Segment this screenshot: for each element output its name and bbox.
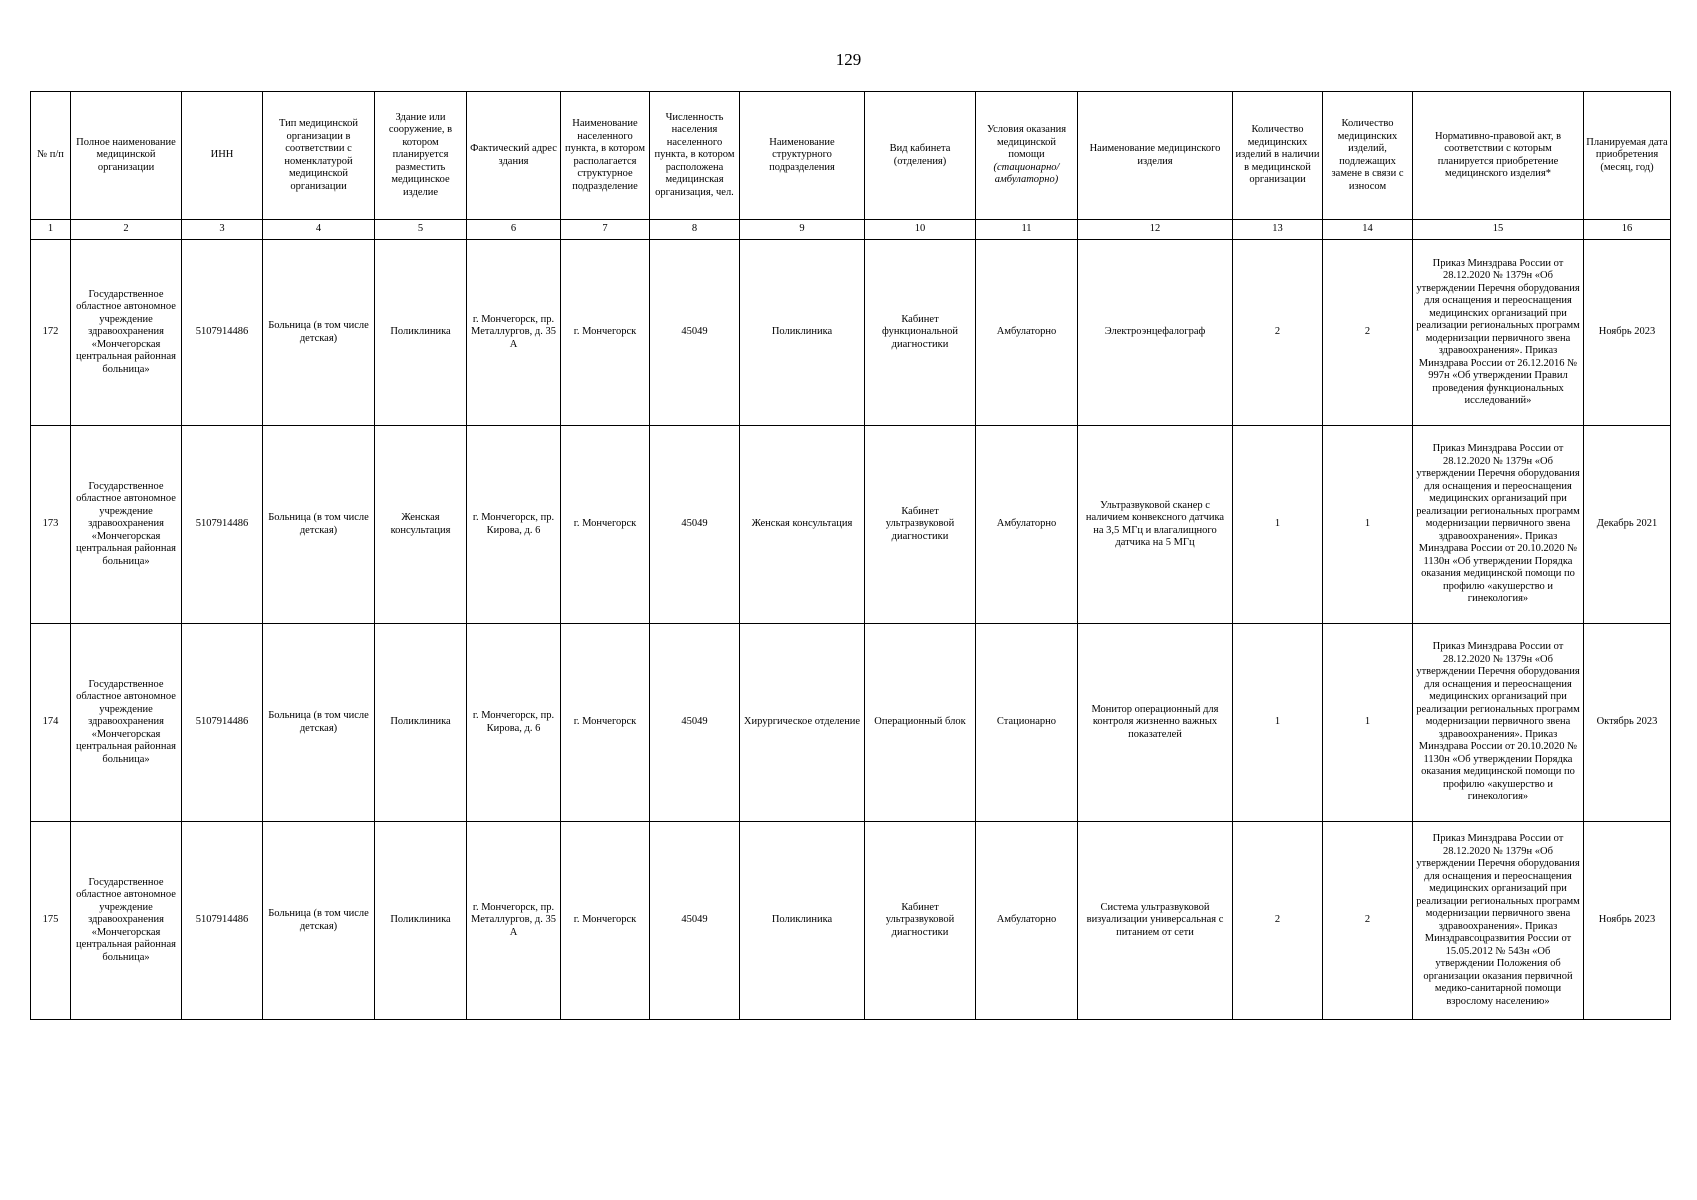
cell-conditions: Стационарно xyxy=(976,624,1078,822)
cell-address: г. Мончегорск, пр. Кирова, д. 6 xyxy=(467,426,561,624)
column-number: 10 xyxy=(865,220,976,240)
cell-device: Электроэнцефалограф xyxy=(1078,240,1233,426)
cell-qty-replace: 2 xyxy=(1323,822,1413,1020)
header-date: Планируемая дата приобретения (месяц, год) xyxy=(1584,92,1671,220)
cell-device: Ультразвуковой сканер с наличием конвексного датчика на 3,5 МГц и влагалищного датчика на 5 МГц xyxy=(1078,426,1233,624)
cell-number: 174 xyxy=(31,624,71,822)
column-number: 7 xyxy=(561,220,650,240)
cell-qty-available: 1 xyxy=(1233,624,1323,822)
cell-number: 172 xyxy=(31,240,71,426)
header-org-type: Тип медицинской организации в соответствии с номенклатурой медицинской организации xyxy=(263,92,375,220)
column-number: 3 xyxy=(182,220,263,240)
medical-equipment-table xyxy=(30,91,1671,1020)
column-number: 9 xyxy=(740,220,865,240)
column-number: 1 xyxy=(31,220,71,240)
column-number: 2 xyxy=(71,220,182,240)
cell-building: Поликлиника xyxy=(375,822,467,1020)
cell-org-type: Больница (в том числе детская) xyxy=(263,822,375,1020)
cell-inn: 5107914486 xyxy=(182,624,263,822)
header-legal-act: Нормативно-правовой акт, в соответствии с которым планируется приобретение медицинского изделия* xyxy=(1413,92,1584,220)
header-conditions xyxy=(976,92,1078,220)
header-number: № п/п xyxy=(31,92,71,220)
cell-qty-replace: 1 xyxy=(1323,426,1413,624)
column-number: 6 xyxy=(467,220,561,240)
cell-device: Монитор операционный для контроля жизненно важных показателей xyxy=(1078,624,1233,822)
cell-org-type: Больница (в том числе детская) xyxy=(263,426,375,624)
cell-cabinet: Операционный блок xyxy=(865,624,976,822)
page-number: 129 xyxy=(835,50,862,69)
cell-population: 45049 xyxy=(650,624,740,822)
cell-device: Система ультразвуковой визуализации универсальная с питанием от сети xyxy=(1078,822,1233,1020)
header-population: Численность населения населенного пункта, в котором расположена медицинская организация, чел. xyxy=(650,92,740,220)
table-row xyxy=(31,426,1671,624)
cell-org-name: Государственное областное автономное учреждение здравоохранения «Мончегорская центральная районная больница» xyxy=(71,822,182,1020)
cell-date: Октябрь 2023 xyxy=(1584,624,1671,822)
cell-qty-replace: 1 xyxy=(1323,624,1413,822)
cell-inn: 5107914486 xyxy=(182,240,263,426)
cell-legal-act: Приказ Минздрава России от 28.12.2020 № 1379н «Об утверждении Перечня оборудования для оснащения и переоснащения медицинских организаций при реализации региональных программ модернизации первичного звена здравоохранения». Приказ Минздрава России от 26.12.2016 № 997н «Об утверждении Правил проведения функциональных исследований» xyxy=(1413,240,1584,426)
column-number: 11 xyxy=(976,220,1078,240)
cell-division: Поликлиника xyxy=(740,822,865,1020)
header-org-name: Полное наименование медицинской организации xyxy=(71,92,182,220)
cell-number: 173 xyxy=(31,426,71,624)
cell-address: г. Мончегорск, пр. Металлургов, д. 35 А xyxy=(467,240,561,426)
table-row xyxy=(31,624,1671,822)
column-number: 13 xyxy=(1233,220,1323,240)
header-device: Наименование медицинского изделия xyxy=(1078,92,1233,220)
cell-division: Хирургическое отделение xyxy=(740,624,865,822)
cell-locality: г. Мончегорск xyxy=(561,822,650,1020)
cell-inn: 5107914486 xyxy=(182,822,263,1020)
column-number: 12 xyxy=(1078,220,1233,240)
cell-date: Ноябрь 2023 xyxy=(1584,822,1671,1020)
header-conditions-note: (стационарно/ амбулаторно) xyxy=(993,161,1060,186)
cell-org-name: Государственное областное автономное учреждение здравоохранения «Мончегорская центральная районная больница» xyxy=(71,426,182,624)
cell-org-type: Больница (в том числе детская) xyxy=(263,624,375,822)
cell-conditions: Амбулаторно xyxy=(976,822,1078,1020)
header-inn: ИНН xyxy=(182,92,263,220)
cell-qty-available: 2 xyxy=(1233,822,1323,1020)
table-row xyxy=(31,822,1671,1020)
cell-locality: г. Мончегорск xyxy=(561,624,650,822)
cell-cabinet: Кабинет функциональной диагностики xyxy=(865,240,976,426)
cell-address: г. Мончегорск, пр. Металлургов, д. 35 А xyxy=(467,822,561,1020)
cell-legal-act: Приказ Минздрава России от 28.12.2020 № 1379н «Об утверждении Перечня оборудования для оснащения и переоснащения медицинских организаций при реализации региональных программ модернизации первичного звена здравоохранения». Приказ Минздрава России от 20.10.2020 № 1130н «Об утверждении Порядка оказания медицинской помощи по профилю «акушерство и гинекология» xyxy=(1413,624,1584,822)
header-building: Здание или сооружение, в котором планируется разместить медицинское изделие xyxy=(375,92,467,220)
header-address: Фактический адрес здания xyxy=(467,92,561,220)
cell-building: Поликлиника xyxy=(375,240,467,426)
cell-division: Женская консультация xyxy=(740,426,865,624)
cell-locality: г. Мончегорск xyxy=(561,426,650,624)
column-number: 16 xyxy=(1584,220,1671,240)
header-cabinet: Вид кабинета (отделения) xyxy=(865,92,976,220)
cell-org-name: Государственное областное автономное учреждение здравоохранения «Мончегорская центральная районная больница» xyxy=(71,624,182,822)
cell-cabinet: Кабинет ультразвуковой диагностики xyxy=(865,822,976,1020)
cell-population: 45049 xyxy=(650,822,740,1020)
cell-org-name: Государственное областное автономное учреждение здравоохранения «Мончегорская центральная районная больница» xyxy=(71,240,182,426)
cell-conditions: Амбулаторно xyxy=(976,240,1078,426)
header-division: Наименование структурного подразделения xyxy=(740,92,865,220)
column-number: 4 xyxy=(263,220,375,240)
cell-org-type: Больница (в том числе детская) xyxy=(263,240,375,426)
cell-date: Декабрь 2021 xyxy=(1584,426,1671,624)
header-qty-replace: Количество медицинских изделий, подлежащих замене в связи с износом xyxy=(1323,92,1413,220)
header-locality: Наименование населенного пункта, в котором располагается структурное подразделение xyxy=(561,92,650,220)
cell-qty-replace: 2 xyxy=(1323,240,1413,426)
column-number: 15 xyxy=(1413,220,1584,240)
cell-qty-available: 1 xyxy=(1233,426,1323,624)
cell-number: 175 xyxy=(31,822,71,1020)
cell-legal-act: Приказ Минздрава России от 28.12.2020 № 1379н «Об утверждении Перечня оборудования для оснащения и переоснащения медицинских организаций при реализации региональных программ модернизации первичного звена здравоохранения». Приказ Минздравсоцразвития России от 15.05.2012 № 543н «Об утверждении Положения об организации оказания первичной медико-санитарной помощи взрослому населению» xyxy=(1413,822,1584,1020)
cell-building: Поликлиника xyxy=(375,624,467,822)
column-number: 14 xyxy=(1323,220,1413,240)
column-number: 8 xyxy=(650,220,740,240)
column-number: 5 xyxy=(375,220,467,240)
cell-population: 45049 xyxy=(650,240,740,426)
cell-date: Ноябрь 2023 xyxy=(1584,240,1671,426)
header-qty-available: Количество медицинских изделий в наличии в медицинской организации xyxy=(1233,92,1323,220)
cell-cabinet: Кабинет ультразвуковой диагностики xyxy=(865,426,976,624)
cell-legal-act: Приказ Минздрава России от 28.12.2020 № 1379н «Об утверждении Перечня оборудования для оснащения и переоснащения медицинских организаций при реализации региональных программ модернизации первичного звена здравоохранения». Приказ Минздрава России от 20.10.2020 № 1130н «Об утверждении Порядка оказания медицинской помощи по профилю «акушерство и гинекология» xyxy=(1413,426,1584,624)
column-number-row xyxy=(31,220,1671,240)
cell-division: Поликлиника xyxy=(740,240,865,426)
table-row xyxy=(31,240,1671,426)
cell-address: г. Мончегорск, пр. Кирова, д. 6 xyxy=(467,624,561,822)
cell-population: 45049 xyxy=(650,426,740,624)
cell-inn: 5107914486 xyxy=(182,426,263,624)
cell-conditions: Амбулаторно xyxy=(976,426,1078,624)
cell-locality: г. Мончегорск xyxy=(561,240,650,426)
table-header-row xyxy=(31,92,1671,220)
header-conditions-main: Условия оказания медицинской помощи xyxy=(986,124,1067,161)
cell-qty-available: 2 xyxy=(1233,240,1323,426)
cell-building: Женская консультация xyxy=(375,426,467,624)
